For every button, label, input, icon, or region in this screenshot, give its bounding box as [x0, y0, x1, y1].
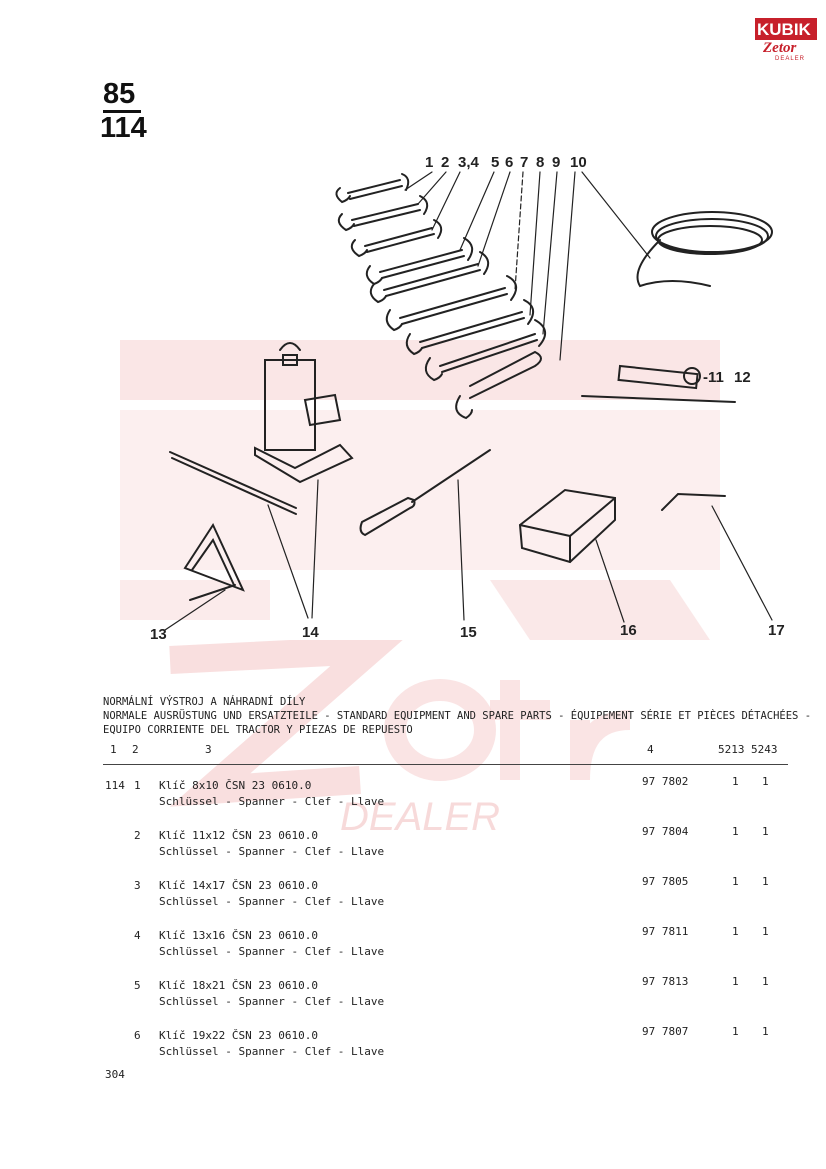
row-qty-5213: 1 [732, 875, 739, 888]
screwdriver-15 [361, 450, 490, 535]
callout-15: 15 [460, 624, 477, 641]
row-description: Klíč 11x12 ČSN 23 0610.0 [159, 829, 318, 842]
callout-10: 10 [570, 154, 587, 171]
callout-7: 7 [520, 154, 529, 171]
row-qty-5213: 1 [732, 975, 739, 988]
row-description: Klíč 13x16 ČSN 23 0610.0 [159, 929, 318, 942]
row-part-number: 97 7807 [642, 1025, 689, 1038]
header-line-de-en-fr: NORMALE AUSRÜSTUNG UND ERSATZTEILE - STANDARD EQUIPMENT AND SPARE PARTS - ÉQUIPEMENT SÉRIE ET PIÈCES DÉTACHÉES - [103, 710, 812, 722]
callout-13: 13 [150, 626, 167, 643]
logo-sub: Zetor [763, 40, 797, 56]
row-description-translation: Schlüssel - Spanner - Clef - Llave [159, 995, 385, 1008]
row-qty-5213: 1 [732, 825, 739, 838]
row-qty-5213: 1 [732, 1025, 739, 1038]
logo-dealer: DEALER [775, 56, 806, 62]
header-rule [103, 764, 788, 765]
logo-brand: KUBIK [757, 20, 811, 39]
figure-number: 114 [100, 112, 147, 144]
row-description: Klíč 8x10 ČSN 23 0610.0 [159, 779, 312, 792]
row-position: 5 [134, 979, 141, 992]
page-number: 304 [105, 1068, 125, 1081]
row-position: 2 [134, 829, 141, 842]
wrench-7 [407, 300, 533, 354]
callout-2: 2 [441, 154, 450, 171]
col-header-5243: 5243 [751, 743, 778, 756]
row-description-translation: Schlüssel - Spanner - Clef - Llave [159, 1045, 385, 1058]
svg-text:DEALER: DEALER [340, 795, 501, 839]
wrench-2 [339, 196, 427, 230]
callout-9: 9 [552, 154, 561, 171]
row-figure: 114 [105, 779, 125, 792]
row-qty-5243: 1 [762, 775, 769, 788]
hex-key-17 [662, 494, 725, 510]
callout-6: 6 [505, 154, 514, 171]
callout-3-4: 3,4 [458, 154, 479, 171]
callout-12: 12 [734, 369, 751, 386]
row-description-translation: Schlüssel - Spanner - Clef - Llave [159, 945, 385, 958]
socket-wrench-11 [619, 366, 700, 388]
callout-14: 14 [302, 624, 319, 641]
col-header-1: 1 [110, 743, 117, 756]
wrench-1 [336, 174, 408, 202]
col-header-4: 4 [647, 743, 654, 756]
callout-16: 16 [620, 622, 637, 639]
callout-1: 1 [425, 154, 434, 171]
hose-10 [638, 212, 773, 286]
row-part-number: 97 7811 [642, 925, 689, 938]
group-number: 85 [103, 78, 136, 110]
row-qty-5213: 1 [732, 925, 739, 938]
row-description: Klíč 18x21 ČSN 23 0610.0 [159, 979, 318, 992]
hydraulic-jack-14 [170, 343, 352, 514]
row-qty-5243: 1 [762, 975, 769, 988]
row-position: 4 [134, 929, 141, 942]
tommy-bar-12 [582, 396, 735, 402]
col-header-2: 2 [132, 743, 139, 756]
wrench-3 [352, 220, 441, 256]
row-part-number: 97 7802 [642, 775, 689, 788]
callout-8: 8 [536, 154, 545, 171]
col-header-3: 3 [205, 743, 212, 756]
header-line-es: EQUIPO CORRIENTE DEL TRACTOR Y PIEZAS DE REPUESTO [103, 724, 413, 736]
row-qty-5243: 1 [762, 875, 769, 888]
row-qty-5213: 1 [732, 775, 739, 788]
row-qty-5243: 1 [762, 825, 769, 838]
row-part-number: 97 7805 [642, 875, 689, 888]
row-description-translation: Schlüssel - Spanner - Clef - Llave [159, 895, 385, 908]
callout-11: -11 [703, 369, 724, 386]
row-qty-5243: 1 [762, 1025, 769, 1038]
row-part-number: 97 7804 [642, 825, 689, 838]
warning-triangle-13 [185, 525, 243, 600]
col-header-5213: 5213 [718, 743, 745, 756]
row-position: 6 [134, 1029, 141, 1042]
row-part-number: 97 7813 [642, 975, 689, 988]
row-description: Klíč 19x22 ČSN 23 0610.0 [159, 1029, 318, 1042]
callout-5: 5 [491, 154, 500, 171]
tool-box-16 [520, 490, 615, 562]
row-description: Klíč 14x17 ČSN 23 0610.0 [159, 879, 318, 892]
callout-17: 17 [768, 622, 785, 639]
zetor-watermark [110, 640, 670, 840]
row-position: 3 [134, 879, 141, 892]
header-line-cz: NORMÁLNÍ VÝSTROJ A NÁHRADNÍ DÍLY [103, 696, 306, 708]
row-position: 1 [134, 779, 141, 792]
row-description-translation: Schlüssel - Spanner - Clef - Llave [159, 795, 385, 808]
row-description-translation: Schlüssel - Spanner - Clef - Llave [159, 845, 385, 858]
row-qty-5243: 1 [762, 925, 769, 938]
